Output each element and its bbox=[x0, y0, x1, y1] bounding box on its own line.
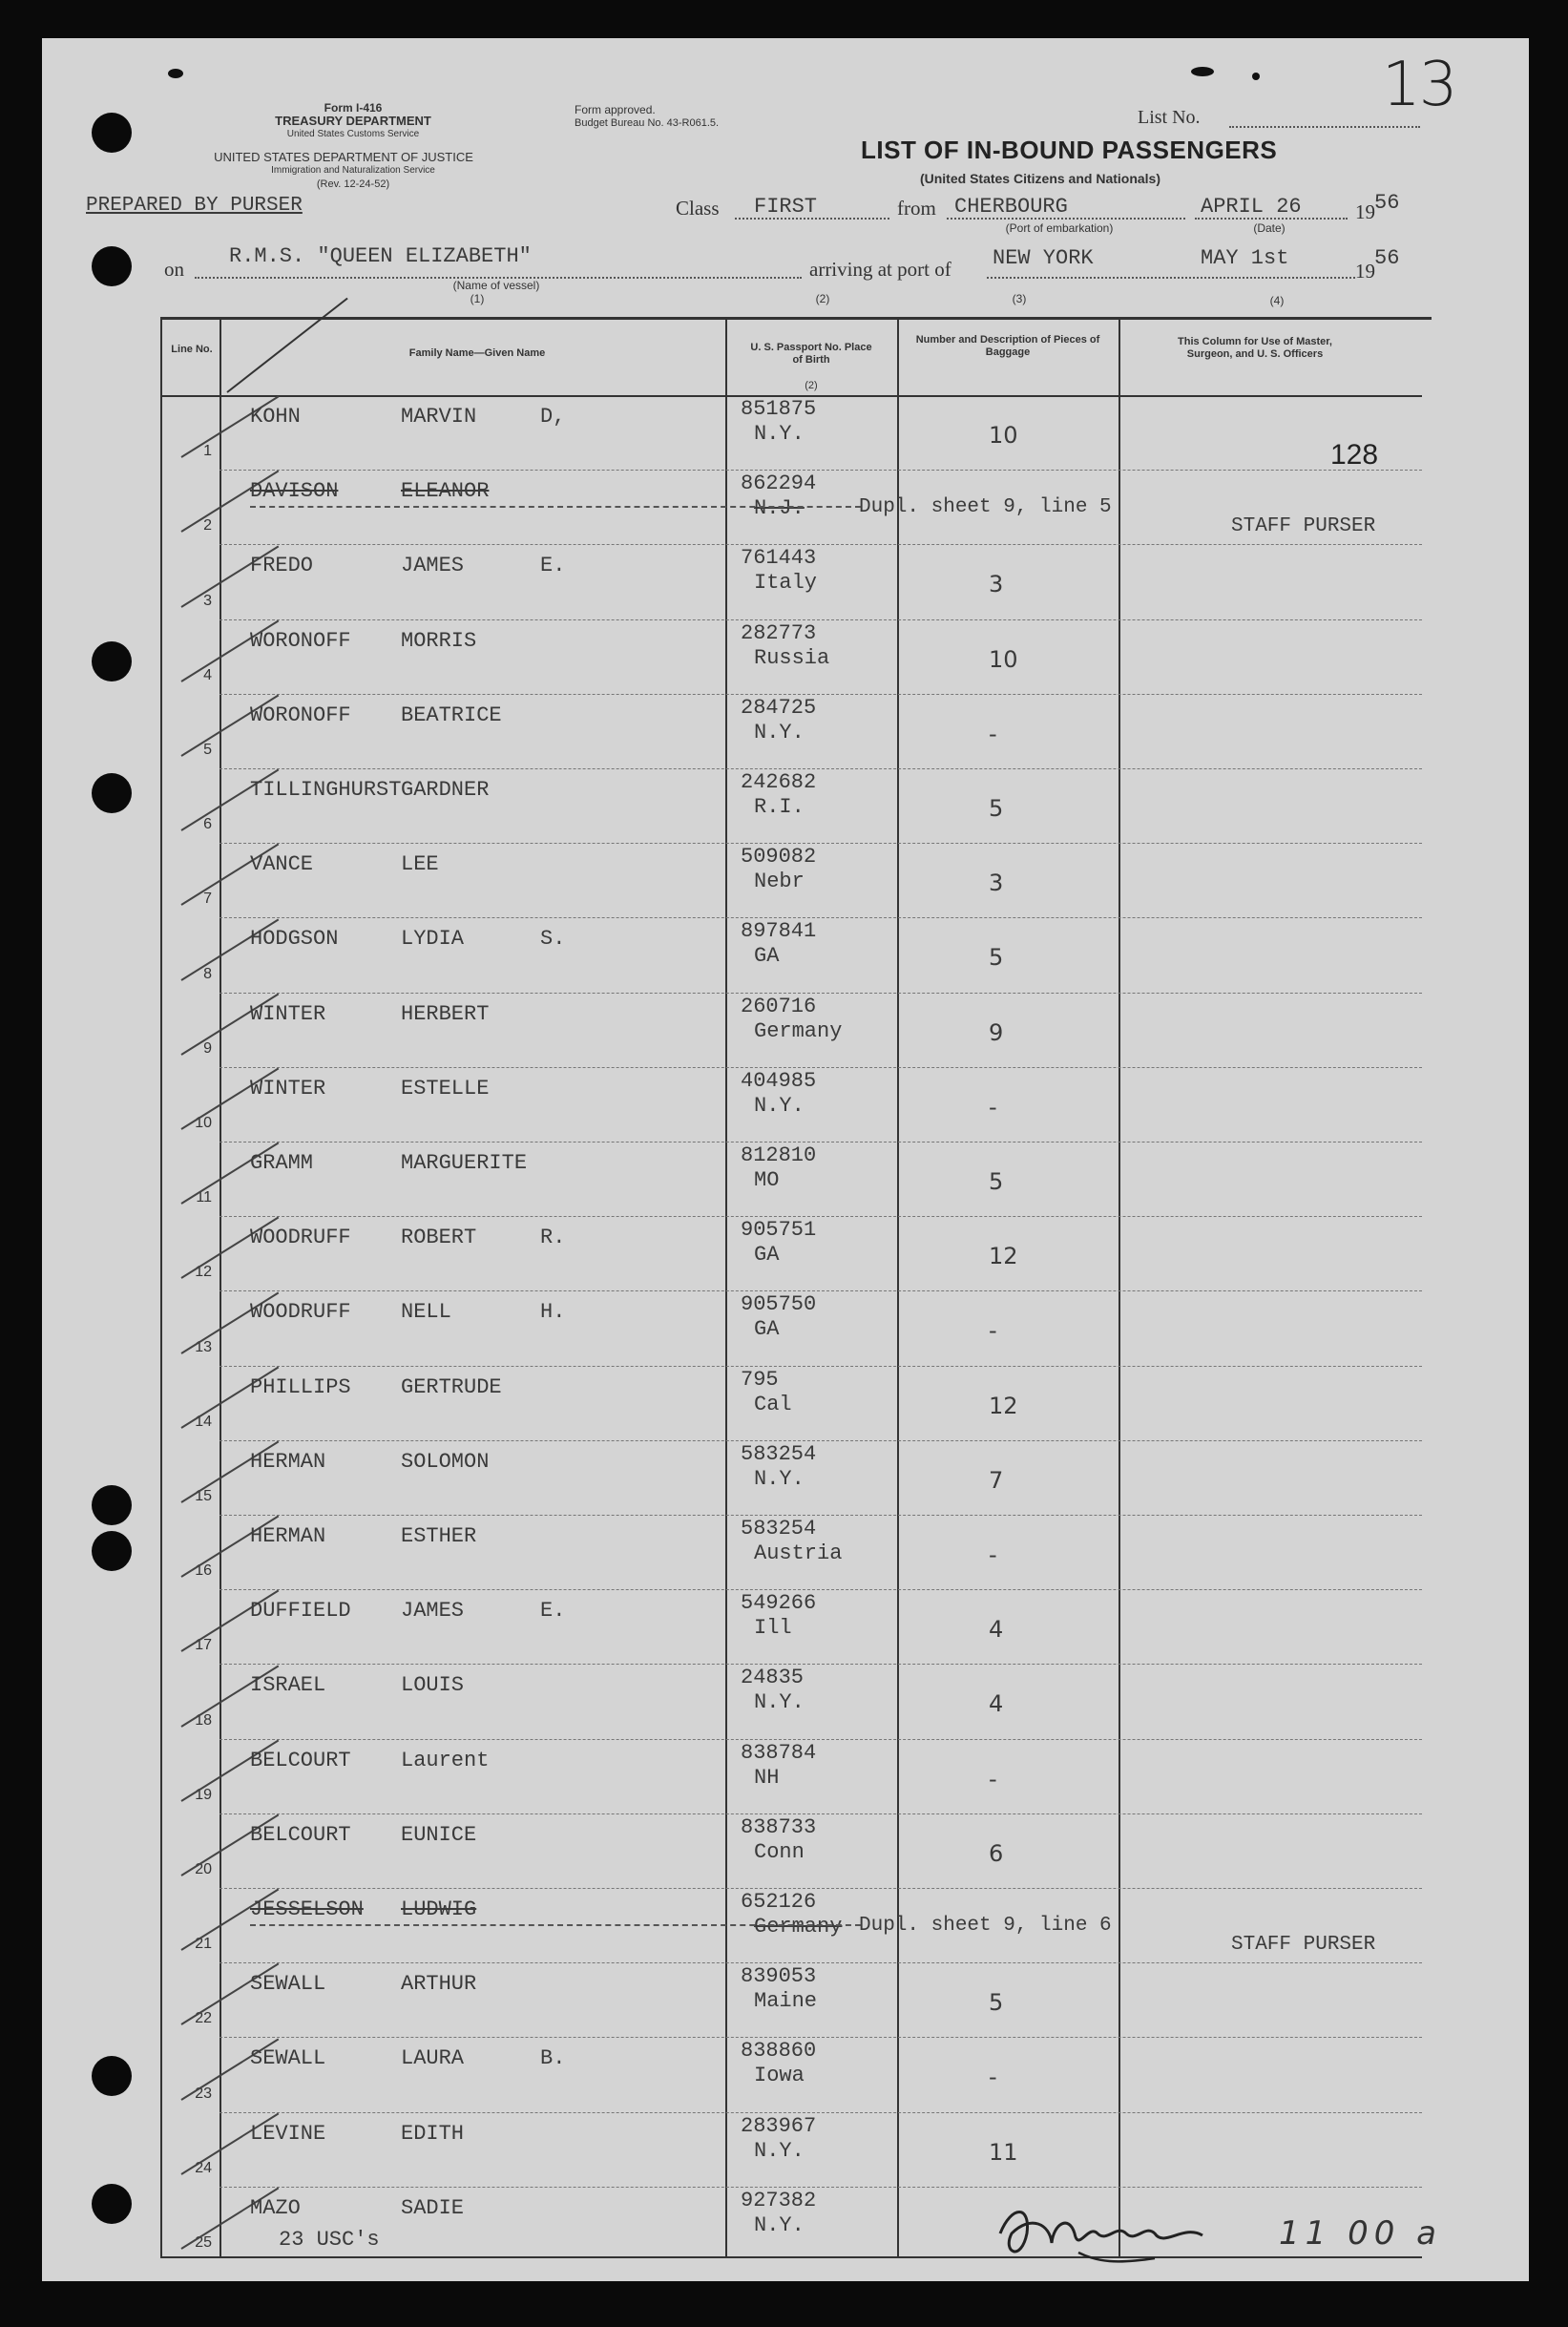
place-of-birth: Nebr bbox=[754, 870, 805, 894]
header-name: Family Name—Given Name bbox=[408, 347, 546, 359]
passport-number: 862294 bbox=[741, 472, 817, 496]
port-caption: (Port of embarkation) bbox=[1005, 221, 1114, 235]
place-of-birth: Italy bbox=[754, 571, 818, 596]
given-name: ROBERT bbox=[401, 1226, 477, 1250]
passport-number: 282773 bbox=[741, 620, 817, 645]
ink-mark bbox=[1252, 73, 1260, 80]
given-name: ARTHUR bbox=[401, 1972, 477, 1997]
duplicate-note: Dupl. sheet 9, line 5 bbox=[859, 496, 1112, 519]
passport-number: 652126 bbox=[741, 1890, 817, 1914]
place-of-birth: N.Y. bbox=[754, 720, 805, 744]
row-separator bbox=[220, 1440, 1422, 1441]
place-of-birth: MO bbox=[754, 1168, 780, 1192]
col-1-caption: (1) bbox=[470, 292, 485, 305]
baggage-count: - bbox=[989, 1317, 997, 1345]
name-initial: E. bbox=[540, 554, 566, 578]
line-number: 16 bbox=[195, 1562, 212, 1580]
department-of-justice: UNITED STATES DEPARTMENT OF JUSTICE bbox=[214, 150, 473, 164]
row-separator bbox=[220, 1290, 1422, 1291]
row-separator bbox=[220, 1216, 1422, 1217]
place-of-birth: NH bbox=[754, 1765, 780, 1790]
col-divider-name bbox=[725, 317, 727, 2258]
line-number: 12 bbox=[195, 1264, 212, 1281]
family-name: WORONOFF bbox=[250, 628, 351, 653]
baggage-count: 10 bbox=[989, 645, 1018, 673]
row-separator bbox=[220, 1888, 1422, 1889]
passport-number: 795 bbox=[741, 1367, 779, 1392]
footer-time: 11 00 a bbox=[1279, 2214, 1442, 2253]
form-revision: (Rev. 12-24-52) bbox=[316, 178, 390, 190]
family-name: PHILLIPS bbox=[250, 1374, 351, 1399]
family-name: SEWALL bbox=[250, 2046, 326, 2071]
family-name: SEWALL bbox=[250, 1972, 326, 1997]
baggage-count: 12 bbox=[989, 1392, 1018, 1419]
line-number: 9 bbox=[203, 1039, 212, 1057]
baggage-count: 9 bbox=[989, 1018, 1004, 1046]
strike-line bbox=[250, 506, 861, 508]
row-separator bbox=[220, 1067, 1422, 1068]
baggage-count: 5 bbox=[989, 1168, 1004, 1195]
given-name: ESTELLE bbox=[401, 1076, 490, 1101]
row-separator bbox=[220, 993, 1422, 994]
given-name: LYDIA bbox=[401, 927, 465, 952]
prepared-by: PREPARED BY PURSER bbox=[86, 195, 303, 217]
name-initial: E. bbox=[540, 1599, 566, 1624]
baggage-count: 10 bbox=[989, 422, 1018, 449]
given-name: MARVIN bbox=[401, 405, 477, 429]
binder-hole bbox=[92, 246, 132, 286]
baggage-count: 5 bbox=[989, 1989, 1004, 2017]
treasury-department: TREASURY DEPARTMENT bbox=[275, 114, 431, 128]
passport-number: 905751 bbox=[741, 1218, 817, 1243]
place-of-birth: Germany bbox=[754, 1018, 843, 1043]
place-of-birth: Ill bbox=[754, 1616, 792, 1641]
baggage-count: 4 bbox=[989, 1690, 1004, 1718]
passport-number: 404985 bbox=[741, 1068, 817, 1093]
line-number: 17 bbox=[195, 1637, 212, 1654]
place-of-birth: GA bbox=[754, 1243, 780, 1268]
line-number: 19 bbox=[195, 1786, 212, 1803]
row-separator bbox=[220, 1366, 1422, 1367]
row-separator bbox=[220, 2037, 1422, 2038]
place-of-birth: N.Y. bbox=[754, 1690, 805, 1715]
col-divider-passport bbox=[897, 317, 899, 2258]
place-of-birth: Iowa bbox=[754, 2064, 805, 2088]
family-name: BELCOURT bbox=[250, 1822, 351, 1847]
budget-bureau: Budget Bureau No. 43-R061.5. bbox=[575, 117, 720, 129]
line-number: 3 bbox=[203, 592, 212, 609]
family-name: FREDO bbox=[250, 554, 314, 578]
form-title: LIST OF IN-BOUND PASSENGERS bbox=[861, 136, 1278, 164]
passport-number: 24835 bbox=[741, 1666, 805, 1690]
row-separator bbox=[220, 917, 1422, 918]
given-name: LOUIS bbox=[401, 1673, 465, 1698]
baggage-count: - bbox=[989, 2064, 997, 2091]
officer-note: STAFF PURSER bbox=[1231, 1934, 1376, 1956]
given-name: BEATRICE bbox=[401, 702, 502, 727]
ins-service: Immigration and Naturalization Service bbox=[271, 165, 435, 176]
row-separator bbox=[220, 619, 1422, 620]
vessel-name: R.M.S. "QUEEN ELIZABETH" bbox=[229, 244, 532, 268]
header-officers: This Column for Use of Master, Surgeon, and U. S. Officers bbox=[1178, 336, 1332, 360]
place-of-birth: N.Y. bbox=[754, 2212, 805, 2237]
binder-hole bbox=[92, 113, 132, 153]
line-number: 23 bbox=[195, 2085, 212, 2102]
passport-number: 905750 bbox=[741, 1292, 817, 1317]
passport-number: 283967 bbox=[741, 2113, 817, 2138]
place-of-birth: Russia bbox=[754, 645, 830, 670]
family-name: HODGSON bbox=[250, 927, 339, 952]
place-of-birth: N.J. bbox=[754, 496, 805, 521]
given-name: NELL bbox=[401, 1300, 451, 1325]
baggage-count: 7 bbox=[989, 1466, 1004, 1494]
line-number: 13 bbox=[195, 1338, 212, 1355]
family-name: HERMAN bbox=[250, 1524, 326, 1548]
family-name: MAZO bbox=[250, 2195, 301, 2220]
header-line-no: Line No. bbox=[171, 344, 213, 355]
place-of-birth: N.Y. bbox=[754, 1093, 805, 1118]
passport-number: 509082 bbox=[741, 845, 817, 870]
baggage-count: - bbox=[989, 1093, 997, 1121]
class-value: FIRST bbox=[754, 195, 818, 219]
date-field bbox=[1195, 218, 1348, 220]
officer-note: STAFF PURSER bbox=[1231, 515, 1376, 538]
arrival-date: MAY 1st bbox=[1201, 246, 1289, 270]
header-passport-col: (2) bbox=[805, 380, 818, 391]
baggage-count: 3 bbox=[989, 571, 1004, 598]
row-separator bbox=[220, 1739, 1422, 1740]
passport-number: 897841 bbox=[741, 919, 817, 944]
name-initial: H. bbox=[540, 1300, 566, 1325]
passport-number: 549266 bbox=[741, 1591, 817, 1616]
row-separator bbox=[220, 1515, 1422, 1516]
row-separator bbox=[220, 2187, 1422, 2188]
row-separator bbox=[220, 843, 1422, 844]
passport-number: 838784 bbox=[741, 1740, 817, 1765]
row-separator bbox=[220, 1664, 1422, 1665]
place-of-birth: Maine bbox=[754, 1989, 818, 2014]
customs-service: United States Customs Service bbox=[286, 129, 420, 139]
family-name: DUFFIELD bbox=[250, 1599, 351, 1624]
family-name: GRAMM bbox=[250, 1151, 314, 1175]
ink-mark bbox=[168, 69, 183, 78]
given-name: SOLOMON bbox=[401, 1449, 490, 1474]
given-name: GARDNER bbox=[401, 778, 490, 802]
baggage-count: 5 bbox=[989, 795, 1004, 822]
passport-number: 242682 bbox=[741, 770, 817, 794]
given-name: MARGUERITE bbox=[401, 1151, 528, 1175]
baggage-count: 6 bbox=[989, 1839, 1004, 1867]
row-separator bbox=[220, 544, 1422, 545]
line-number: 14 bbox=[195, 1413, 212, 1430]
baggage-count: 12 bbox=[989, 1243, 1018, 1270]
arriving-label: arriving at port of bbox=[809, 258, 951, 281]
given-name: EDITH bbox=[401, 2121, 465, 2146]
officer-note: 128 bbox=[1330, 439, 1379, 471]
line-number: 2 bbox=[203, 517, 212, 535]
family-name: DAVISON bbox=[250, 479, 339, 504]
place-of-birth: N.Y. bbox=[754, 1466, 805, 1491]
given-name: ESTHER bbox=[401, 1524, 477, 1548]
row-separator bbox=[220, 1962, 1422, 1963]
from-field bbox=[947, 218, 1185, 220]
header-passport: U. S. Passport No. Place of Birth bbox=[750, 342, 872, 366]
given-name: EUNICE bbox=[401, 1822, 477, 1847]
line-number: 21 bbox=[195, 1936, 212, 1953]
binder-hole bbox=[92, 641, 132, 681]
table-top-border bbox=[160, 317, 1432, 320]
table-left-border bbox=[160, 317, 162, 2258]
given-name: LAURA bbox=[401, 2046, 465, 2071]
list-no-label: List No. bbox=[1138, 107, 1201, 128]
ink-mark bbox=[1191, 67, 1214, 76]
place-of-birth: R.I. bbox=[754, 795, 805, 819]
passport-number: 583254 bbox=[741, 1441, 817, 1466]
arrival-year-prefix: 19 bbox=[1355, 260, 1375, 283]
year-prefix: 19 bbox=[1355, 200, 1375, 223]
inspector-signature bbox=[993, 2195, 1241, 2281]
from-label: from bbox=[897, 197, 936, 220]
from-value: CHERBOURG bbox=[954, 195, 1068, 219]
arrival-year-suffix: 56 bbox=[1374, 246, 1400, 270]
form-number: Form I-416 bbox=[324, 101, 383, 115]
row-separator bbox=[220, 470, 1422, 471]
baggage-count: 5 bbox=[989, 944, 1004, 972]
baggage-count: 4 bbox=[989, 1616, 1004, 1644]
passport-number: 851875 bbox=[741, 397, 817, 421]
binder-hole bbox=[92, 1485, 132, 1525]
row-separator bbox=[220, 1813, 1422, 1814]
signature-scrawl bbox=[993, 2195, 1241, 2272]
footer-note: 23 USC's bbox=[279, 2228, 380, 2252]
binder-hole bbox=[92, 2056, 132, 2096]
family-name: WORONOFF bbox=[250, 702, 351, 727]
family-name: JESSELSON bbox=[250, 1897, 364, 1921]
line-number: 6 bbox=[203, 816, 212, 833]
place-of-birth: GA bbox=[754, 944, 780, 969]
line-number: 25 bbox=[195, 2234, 212, 2251]
given-name: JAMES bbox=[401, 1599, 465, 1624]
form-subtitle: (United States Citizens and Nationals) bbox=[919, 171, 1161, 186]
place-of-birth: Austria bbox=[754, 1541, 843, 1565]
given-name: Laurent bbox=[401, 1748, 490, 1772]
place-of-birth: Conn bbox=[754, 1839, 805, 1864]
line-number: 18 bbox=[195, 1711, 212, 1729]
duplicate-note: Dupl. sheet 9, line 6 bbox=[859, 1915, 1112, 1937]
family-name: HERMAN bbox=[250, 1449, 326, 1474]
row-separator bbox=[220, 1589, 1422, 1590]
line-number: 20 bbox=[195, 1861, 212, 1877]
strike-line bbox=[250, 1924, 861, 1926]
row-separator bbox=[220, 694, 1422, 695]
line-number: 10 bbox=[195, 1115, 212, 1131]
family-name: WINTER bbox=[250, 1001, 326, 1026]
family-name: WINTER bbox=[250, 1076, 326, 1101]
list-no-field bbox=[1229, 126, 1420, 128]
family-name: WOODRUFF bbox=[250, 1226, 351, 1250]
line-number: 4 bbox=[203, 666, 212, 683]
family-name: BELCOURT bbox=[250, 1748, 351, 1772]
form-approved: Form approved. bbox=[575, 103, 656, 116]
family-name: KOHN bbox=[250, 405, 301, 429]
place-of-birth: GA bbox=[754, 1317, 780, 1342]
line-number: 24 bbox=[195, 2159, 212, 2176]
line-number: 11 bbox=[196, 1189, 212, 1206]
baggage-count: 11 bbox=[989, 2138, 1018, 2166]
passport-number: 284725 bbox=[741, 695, 817, 720]
given-name: HERBERT bbox=[401, 1001, 490, 1026]
col-3-caption: (3) bbox=[1012, 292, 1027, 305]
binder-hole bbox=[92, 2184, 132, 2224]
departure-date: APRIL 26 bbox=[1201, 195, 1302, 219]
line-number: 8 bbox=[203, 965, 212, 982]
place-of-birth: Germany bbox=[754, 1915, 843, 1939]
baggage-count: - bbox=[989, 1541, 997, 1568]
vessel-caption: (Name of vessel) bbox=[452, 279, 540, 292]
class-label: Class bbox=[676, 197, 720, 220]
on-label: on bbox=[164, 258, 184, 281]
binder-hole bbox=[92, 773, 132, 813]
arrival-port: NEW YORK bbox=[993, 246, 1094, 270]
name-initial: B. bbox=[540, 2046, 566, 2071]
date-caption: (Date) bbox=[1253, 221, 1286, 235]
col-2-caption: (2) bbox=[815, 292, 830, 305]
binder-hole bbox=[92, 1531, 132, 1571]
passport-number: 761443 bbox=[741, 546, 817, 571]
page-number: 13 bbox=[1382, 50, 1456, 120]
family-name: ISRAEL bbox=[250, 1673, 326, 1698]
passport-number: 927382 bbox=[741, 2188, 817, 2212]
line-number: 7 bbox=[203, 891, 212, 908]
given-name: LUDWIG bbox=[401, 1897, 477, 1921]
given-name: ELEANOR bbox=[401, 479, 490, 504]
line-number: 22 bbox=[195, 2010, 212, 2027]
row-separator bbox=[220, 1142, 1422, 1143]
year-suffix: 56 bbox=[1374, 191, 1400, 215]
place-of-birth: N.Y. bbox=[754, 2138, 805, 2163]
baggage-count: 3 bbox=[989, 870, 1004, 897]
col-divider-line bbox=[220, 317, 221, 2258]
passport-number: 583254 bbox=[741, 1517, 817, 1541]
name-initial: R. bbox=[540, 1226, 566, 1250]
given-name: GERTRUDE bbox=[401, 1374, 502, 1399]
baggage-count: - bbox=[989, 1765, 997, 1792]
place-of-birth: Cal bbox=[754, 1392, 792, 1416]
passport-number: 839053 bbox=[741, 1964, 817, 1989]
col-4-caption: (4) bbox=[1269, 294, 1285, 307]
row-separator bbox=[220, 768, 1422, 769]
given-name: MORRIS bbox=[401, 628, 477, 653]
col-divider-baggage bbox=[1119, 317, 1120, 2258]
family-name: TILLINGHURST bbox=[250, 778, 402, 802]
line-number: 15 bbox=[195, 1488, 212, 1504]
passport-number: 838733 bbox=[741, 1814, 817, 1839]
passport-number: 838860 bbox=[741, 2039, 817, 2064]
line-number: 1 bbox=[203, 443, 212, 460]
given-name: LEE bbox=[401, 852, 439, 877]
name-initial: S. bbox=[540, 927, 566, 952]
row-separator bbox=[220, 2112, 1422, 2113]
given-name: JAMES bbox=[401, 554, 465, 578]
passport-number: 260716 bbox=[741, 994, 817, 1018]
name-initial: D, bbox=[540, 405, 566, 429]
line-number: 5 bbox=[203, 742, 212, 758]
family-name: WOODRUFF bbox=[250, 1300, 351, 1325]
passport-number: 812810 bbox=[741, 1143, 817, 1167]
place-of-birth: N.Y. bbox=[754, 422, 805, 446]
baggage-count: - bbox=[989, 720, 997, 747]
arrival-field bbox=[987, 277, 1355, 279]
header-baggage: Number and Description of Pieces of Baggage bbox=[915, 334, 1100, 358]
given-name: SADIE bbox=[401, 2195, 465, 2220]
family-name: LEVINE bbox=[250, 2121, 326, 2146]
family-name: VANCE bbox=[250, 852, 314, 877]
class-field bbox=[735, 218, 889, 220]
